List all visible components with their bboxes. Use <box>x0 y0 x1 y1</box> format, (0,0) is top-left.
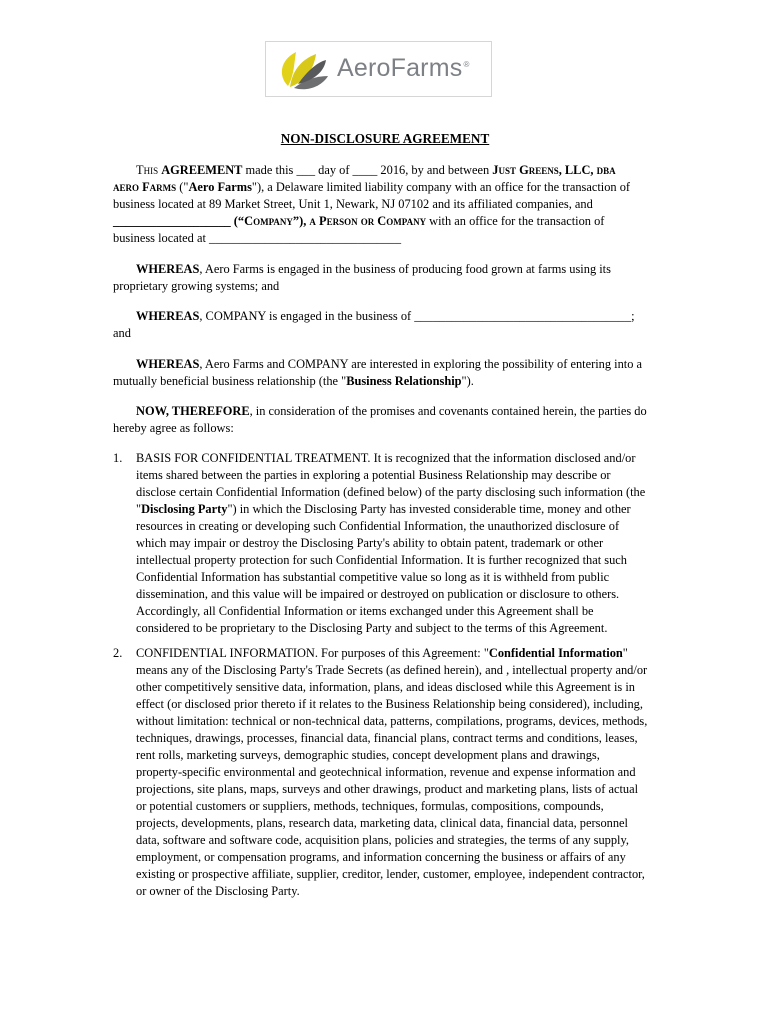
text-line: existing or prospective affiliate, supplier, creditor, lender, customer, employee, independent contractor, <box>136 867 645 881</box>
text-line: Confidential Information has substantial competitive value so long as it is withheld from public <box>136 570 610 584</box>
text-line: business located at 89 Market Street, Unit 1, Newark, NJ 07102 and its affiliated companies, and <box>113 197 593 211</box>
text-line: considered to be proprietary to the Disclosing Party and subject to the terms of this Agreement. <box>136 621 608 635</box>
text-line: This AGREEMENT made this ___ day of ____ 2016, by and between Just Greens, LLC, dba <box>136 163 616 177</box>
text-line: projections, site plans, maps, surveys and other drawings, product and marketing plans, lists of actual <box>136 782 639 796</box>
text-line: "Disclosing Party") in which the Disclosing Party has invested considerable time, money and other <box>136 502 631 516</box>
text-line: other competitively sensitive data, information, plans, and ideas disclosed while this Agreement is in <box>136 680 635 694</box>
leaf-logo-icon <box>274 46 334 94</box>
text-line: aero Farms ("Aero Farms"), a Delaware limited liability company with an office for the transaction of <box>113 180 631 194</box>
text-line: hereby agree as follows: <box>113 421 234 435</box>
text-line: WHEREAS, COMPANY is engaged in the business of ___________________________________; <box>136 309 635 323</box>
text-line: resources in creating or developing such Confidential Information, the unauthorized disclosure of <box>136 519 620 533</box>
text-line: items shared between the parties in exploring a potential Business Relationship may describe or <box>136 468 611 482</box>
text-line: means any of the Disclosing Party's Trade Secrets (as defined herein), and , intellectual property and/or <box>136 663 648 677</box>
text-line: mutually beneficial business relationship (the "Business Relationship"). <box>113 374 474 388</box>
text-line: WHEREAS, Aero Farms and COMPANY are interested in exploring the possibility of entering into a <box>136 357 643 371</box>
text-line: without limitation: technical or non-technical data, patterns, compilations, programs, devices, methods, <box>136 714 648 728</box>
text-line: or potential customers or suppliers, methods, techniques, formulas, compositions, compounds, <box>136 799 604 813</box>
text-line: property-specific environmental and geotechnical information, revenue and expense information and <box>136 765 636 779</box>
text-line: employment, or compensation programs, and information concerning the business or affairs of any <box>136 850 626 864</box>
text-line: WHEREAS, Aero Farms is engaged in the business of producing food grown at farms using its <box>136 262 611 276</box>
text-line: Accordingly, all Confidential Information or items exchanged under this Agreement shall be <box>136 604 594 618</box>
text-line: proprietary growing systems; and <box>113 279 280 293</box>
text-line: data, software and software code, acquisition plans, policies and strategies, the terms of any supply, <box>136 833 629 847</box>
text-line: business located at _______________________________ <box>113 231 402 245</box>
brand-name: AeroFarms® <box>337 54 470 82</box>
text-line: rent rolls, marketing surveys, demographic studies, concept development plans and drawings, <box>136 748 600 762</box>
text-line: and <box>113 326 131 340</box>
section-number: 2. <box>113 646 123 660</box>
aerofarms-logo <box>265 41 492 97</box>
text-line: CONFIDENTIAL INFORMATION. For purposes of this Agreement: "Confidential Information" <box>136 646 628 660</box>
text-line: NOW, THEREFORE, in consideration of the promises and covenants contained herein, the parties do <box>136 404 647 418</box>
text-line: BASIS FOR CONFIDENTIAL TREATMENT. It is recognized that the information disclosed and/or <box>136 451 636 465</box>
text-line: which may impair or destroy the Disclosing Party's ability to obtain patent, trademark or other <box>136 536 604 550</box>
text-line: or owner of the Disclosing Party. <box>136 884 300 898</box>
text-line: disclose certain Confidential Information (defined below) of the party disclosing such information (the <box>136 485 646 499</box>
text-line: projects, developments, plans, research data, marketing data, clinical data, financial data, personnel <box>136 816 628 830</box>
text-line: ___________________ (“Company”), a Person or Company with an office for the transaction of <box>113 214 605 228</box>
text-line: effect (or disclosed prior thereto if it relates to the Business Relationship being considered), including, <box>136 697 643 711</box>
text-line: dissemination, and this value will be impaired or destroyed on publication or disclosure to others. <box>136 587 620 601</box>
document-title: NON-DISCLOSURE AGREEMENT <box>280 131 490 146</box>
text-line: techniques, drawings, processes, financial data, financial plans, contract terms and conditions, leases, <box>136 731 638 745</box>
text-line: intellectual property protection for such Confidential Information. It is further recognized that such <box>136 553 627 567</box>
section-number: 1. <box>113 451 123 465</box>
